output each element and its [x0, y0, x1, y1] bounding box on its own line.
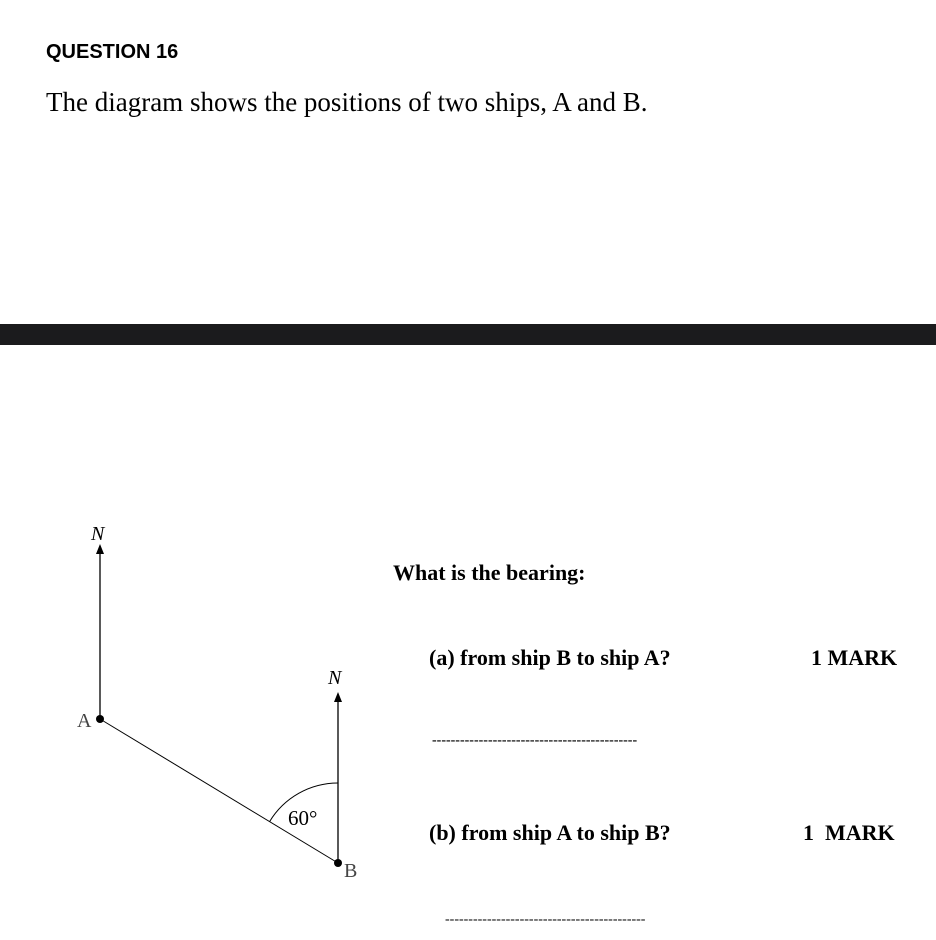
bearing-prompt: What is the bearing:	[393, 560, 586, 585]
question-number: QUESTION 16	[46, 41, 179, 63]
ship-a-label: A	[77, 710, 92, 732]
part-b-marks: 1 MARK	[803, 820, 895, 845]
north-arrow-a-icon	[96, 544, 104, 554]
north-label-b: N	[328, 667, 342, 689]
ship-b-point	[334, 859, 342, 867]
part-b-question: (b) from ship A to ship B?	[429, 820, 671, 845]
ship-a-point	[96, 715, 104, 723]
part-a-marks: 1 MARK	[811, 645, 898, 670]
ship-b-label: B	[344, 860, 358, 882]
bearing-diagram	[0, 500, 380, 900]
angle-label: 60°	[288, 806, 318, 830]
part-a-answer-line[interactable]: --------------------------------------------	[432, 733, 638, 748]
north-arrow-b-icon	[334, 692, 342, 702]
north-label-a: N	[91, 523, 105, 545]
question-intro: The diagram shows the positions of two ships, A and B.	[46, 87, 648, 117]
section-divider	[0, 324, 936, 345]
part-a-question: (a) from ship B to ship A?	[429, 645, 671, 670]
part-b-answer-line[interactable]: -------------------------------------------	[445, 912, 646, 927]
